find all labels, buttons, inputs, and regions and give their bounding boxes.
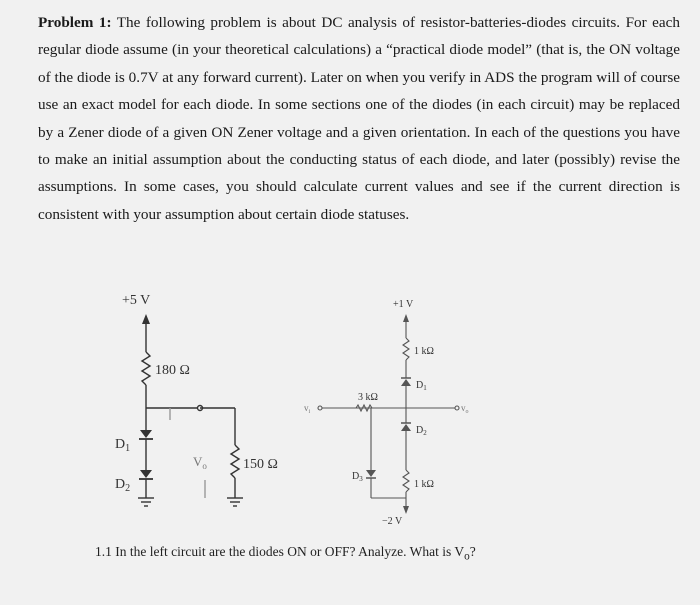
supply-arrow-icon xyxy=(142,314,150,324)
resistor-bot-1k-icon xyxy=(403,470,409,492)
r-mid-label: 3 kΩ xyxy=(358,392,378,403)
right-vo-label: v xyxy=(461,403,466,413)
svg-text:vi xyxy=(304,403,311,415)
diode-right-d1-icon xyxy=(401,379,411,386)
svg-text:D2 xyxy=(115,477,130,494)
right-d1-label: D xyxy=(416,380,424,391)
diode-right-d2-icon xyxy=(401,424,411,431)
vo-sub: o xyxy=(202,461,207,471)
right-d3-sub: 3 xyxy=(359,475,363,483)
diode-d2-icon xyxy=(140,470,152,478)
r1-label: 180 Ω xyxy=(155,363,190,378)
problem-heading: Problem 1: xyxy=(38,14,112,31)
question-1-1 xyxy=(95,544,476,563)
svg-text:D1 xyxy=(115,437,130,454)
vi-sub: i xyxy=(308,409,311,415)
vo-right-terminal-icon xyxy=(455,406,459,410)
vi-label: v xyxy=(304,403,309,413)
d2-label: D xyxy=(115,477,126,492)
d1-sub: 1 xyxy=(125,443,131,454)
r-bot-label: 1 kΩ xyxy=(414,479,434,490)
problem-body: The following problem is about DC analysis of resistor-batteries-diodes circuits. For each regular diode assume (in your theoretical calculations) a “practical diode model” (that is, the ON voltage of the diode is 0.7V at any forward current). Later on when you verify in ADS the program will of course use an exact model for each diode. In some sections one of the diodes (in each circuit) may be replaced by a Zener diode of a given ON Zener voltage and a given orientation. In each of the questions you have to make an initial assumption about the conducting status of each diode, and later (possibly) revise the assumptions. In some cases, you should calculate current values and see if the current direction is consistent with your assumption about certain diode statuses. xyxy=(38,14,680,223)
right-d1-sub: 1 xyxy=(423,384,427,392)
right-vo-sub: o xyxy=(465,409,469,415)
vo-label: V xyxy=(193,454,203,469)
left-supply-label: +5 V xyxy=(122,293,151,308)
right-circuit xyxy=(304,299,469,527)
right-d3-label: D xyxy=(352,471,360,482)
neg-supply-label: −2 V xyxy=(382,516,403,527)
svg-text:D2 xyxy=(416,425,427,437)
left-circuit xyxy=(115,293,278,506)
svg-text:Vo xyxy=(193,454,207,471)
r-top-label: 1 kΩ xyxy=(414,346,434,357)
right-d2-label: D xyxy=(416,425,424,436)
d1-label: D xyxy=(115,437,126,452)
svg-text:D3 xyxy=(352,471,363,483)
resistor-150-icon xyxy=(231,445,239,478)
question-end: ? xyxy=(469,544,476,559)
diode-d3-icon xyxy=(366,470,376,477)
neg-supply-arrow-icon xyxy=(403,506,409,514)
right-d2-sub: 2 xyxy=(423,429,427,437)
right-supply-arrow-icon xyxy=(403,314,409,322)
vi-terminal-icon xyxy=(318,406,322,410)
resistor-180-icon xyxy=(142,352,150,385)
svg-text:vo xyxy=(461,403,469,415)
r2-label: 150 Ω xyxy=(243,457,278,472)
diode-d1-icon xyxy=(140,430,152,438)
question-sub: o xyxy=(464,550,470,563)
resistor-top-1k-icon xyxy=(403,338,409,360)
d2-sub: 2 xyxy=(125,483,131,494)
svg-text:D1 xyxy=(416,380,427,392)
right-supply-label: +1 V xyxy=(393,299,414,310)
question-text: 1.1 In the left circuit are the diodes ON or OFF? Analyze. What is V xyxy=(95,544,465,559)
